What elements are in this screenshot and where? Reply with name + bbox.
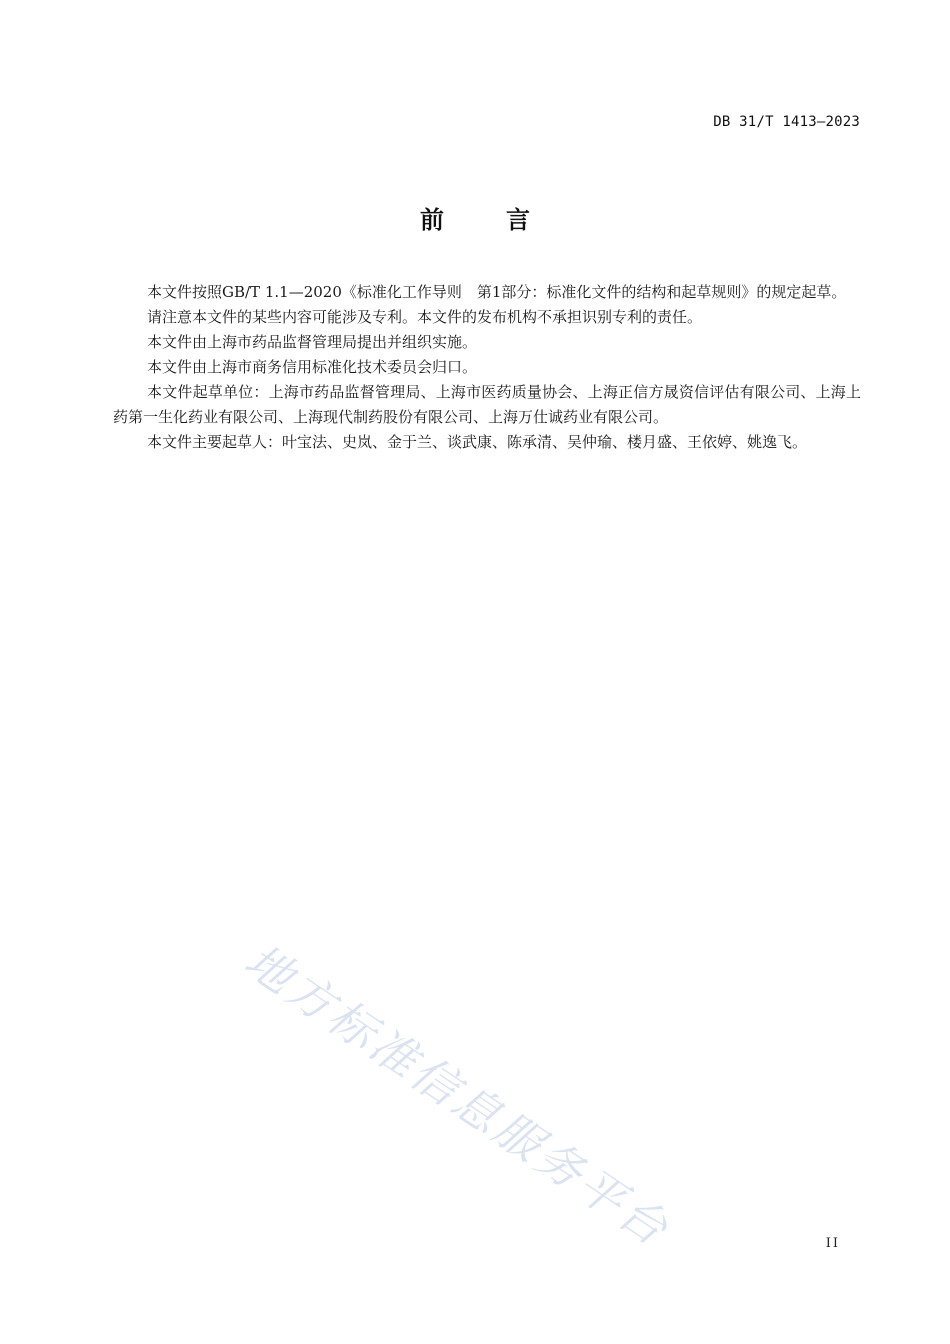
page-title: 前言 — [420, 206, 592, 234]
paragraph-drafting-rules: 本文件按照GB/T 1.1—2020《标准化工作导则 第1部分：标准化文件的结构和起草规则》的规定起草。 — [147, 283, 847, 301]
paragraph-drafting-units: 本文件起草单位：上海市药品监督管理局、上海市医药质量协会、上海正信方晟资信评估有限公司、上海上药第一生化药业有限公司、上海现代制药股份有限公司、上海万仕诚药业有限公司。 — [113, 383, 861, 426]
paragraph-technical-committee: 本文件由上海市商务信用标准化技术委员会归口。 — [147, 358, 478, 376]
foreword-body — [113, 280, 861, 455]
paragraph-patent-notice: 请注意本文件的某些内容可能涉及专利。本文件的发布机构不承担识别专利的责任。 — [147, 308, 703, 326]
watermark-text: 地方标准信息服务平台 — [235, 933, 680, 1258]
paragraph-drafters: 本文件主要起草人：叶宝法、史岚、金于兰、谈武康、陈承清、吴仲瑜、楼月盛、王依婷、姚逸飞。 — [147, 433, 808, 451]
page-number: II — [825, 1236, 840, 1251]
paragraph-proposer: 本文件由上海市药品监督管理局提出并组织实施。 — [147, 333, 478, 351]
document-code: DB 31/T 1413—2023 — [713, 114, 860, 130]
